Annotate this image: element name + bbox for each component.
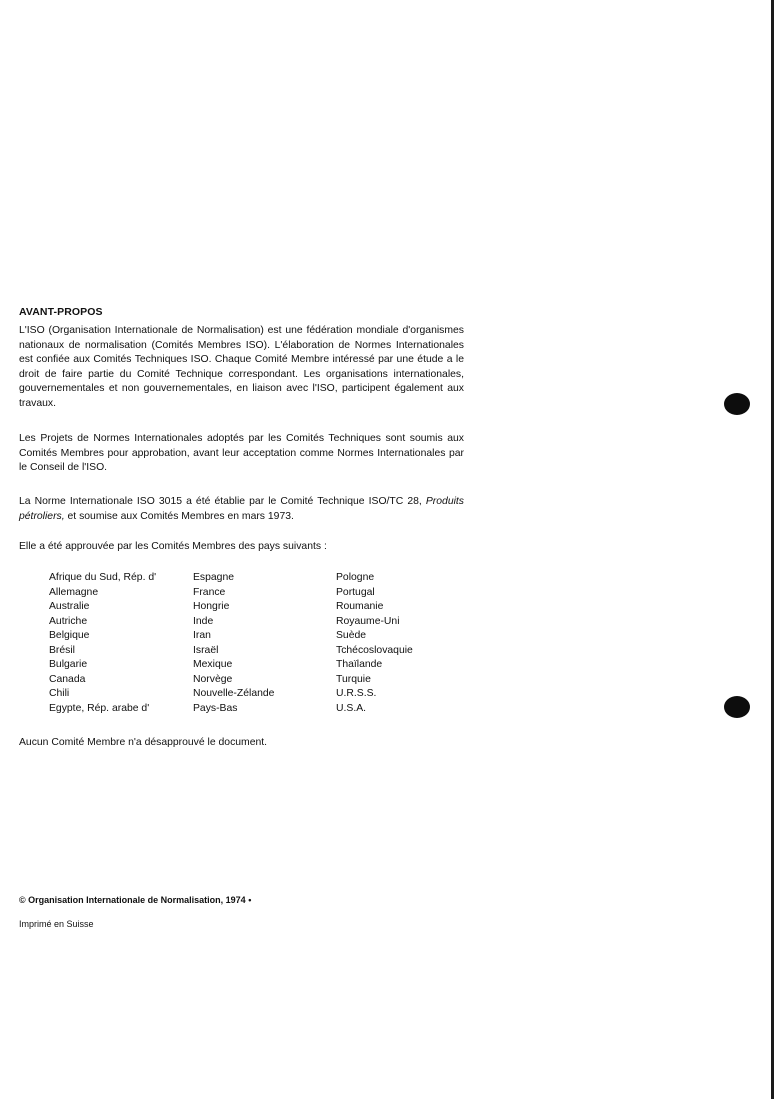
country-item: Roumanie [336,601,384,612]
paragraph-standard-origin [19,495,464,524]
country-item: Pays-Bas [193,702,238,714]
country-item: Tchécoslovaquie [336,644,413,656]
section-heading: AVANT-PROPOS [19,306,103,318]
country-item: Nouvelle-Zélande [193,688,275,699]
country-item: U.R.S.S. [336,688,377,699]
country-column-2 [193,571,274,716]
paragraph-approval-process: Les Projets de Normes Internationales adoptés par les Comités Techniques sont soumis aux Comités Membres pour approbation, avant leur acceptation comme Normes Internationales par le Conseil de l'ISO. [19,433,464,474]
country-item: Royaume-Uni [336,615,400,627]
country-item: Iran [193,630,211,641]
country-column-3 [336,571,413,716]
printed-in: Imprimé en Suisse [19,919,94,929]
paragraph-no-disapproval: Aucun Comité Membre n'a désapprouvé le document. [19,737,268,748]
country-item: Pologne [336,572,375,583]
country-item: Norvège [193,673,233,685]
punch-hole-top [724,393,750,415]
country-item: Portugal [336,586,375,598]
standard-origin-text: La Norme Internationale ISO 3015 a été établie par le Comité Technique ISO/TC 28, [19,496,422,507]
country-item: Espagne [193,572,235,583]
country-item: Belgique [49,630,90,641]
committee-title: Produits pétroliers, [19,496,464,522]
country-item: Afrique du Sud, Rép. d' [49,572,157,583]
country-item: Australie [49,601,90,612]
country-item: Allemagne [49,586,99,598]
copyright-notice: © Organisation Internationale de Normalisation, 1974 • [19,895,252,905]
country-item: Canada [49,673,86,685]
country-item: Mexique [193,659,233,670]
country-item: Inde [193,615,214,627]
country-item: Egypte, Rép. arabe d' [49,702,150,714]
country-item: Turquie [336,673,371,685]
standard-origin-tail: et soumise aux Comités Membres en mars 1973. [67,510,294,522]
country-item: Thaïlande [336,659,383,670]
country-item: Bulgarie [49,659,88,670]
country-item: Suède [336,630,367,641]
country-column-1 [49,571,156,716]
country-item: Hongrie [193,601,230,612]
country-item: U.S.A. [336,702,367,714]
paragraph-iso-intro: L'ISO (Organisation Internationale de Normalisation) est une fédération mondiale d'organismes nationaux de normalisation (Comités Membres ISO). L'élaboration de Normes Internationales est confiée aux Comités Techniques ISO. Chaque Comité Membre intéressé par une étude a le droit de faire partie du Comité Technique correspondant. Les organisations internationales, gouvernementales et non gouvernementales, en liaison avec l'ISO, participent également aux travaux. [19,325,464,409]
paragraph-approved-by: Elle a été approuvée par les Comités Membres des pays suivants : [19,541,327,552]
country-item: Chili [49,688,70,699]
country-item: Israël [193,644,219,656]
country-item: Autriche [49,615,88,627]
country-item: Brésil [49,644,75,656]
country-item: France [193,586,226,598]
punch-hole-bottom [724,696,750,718]
